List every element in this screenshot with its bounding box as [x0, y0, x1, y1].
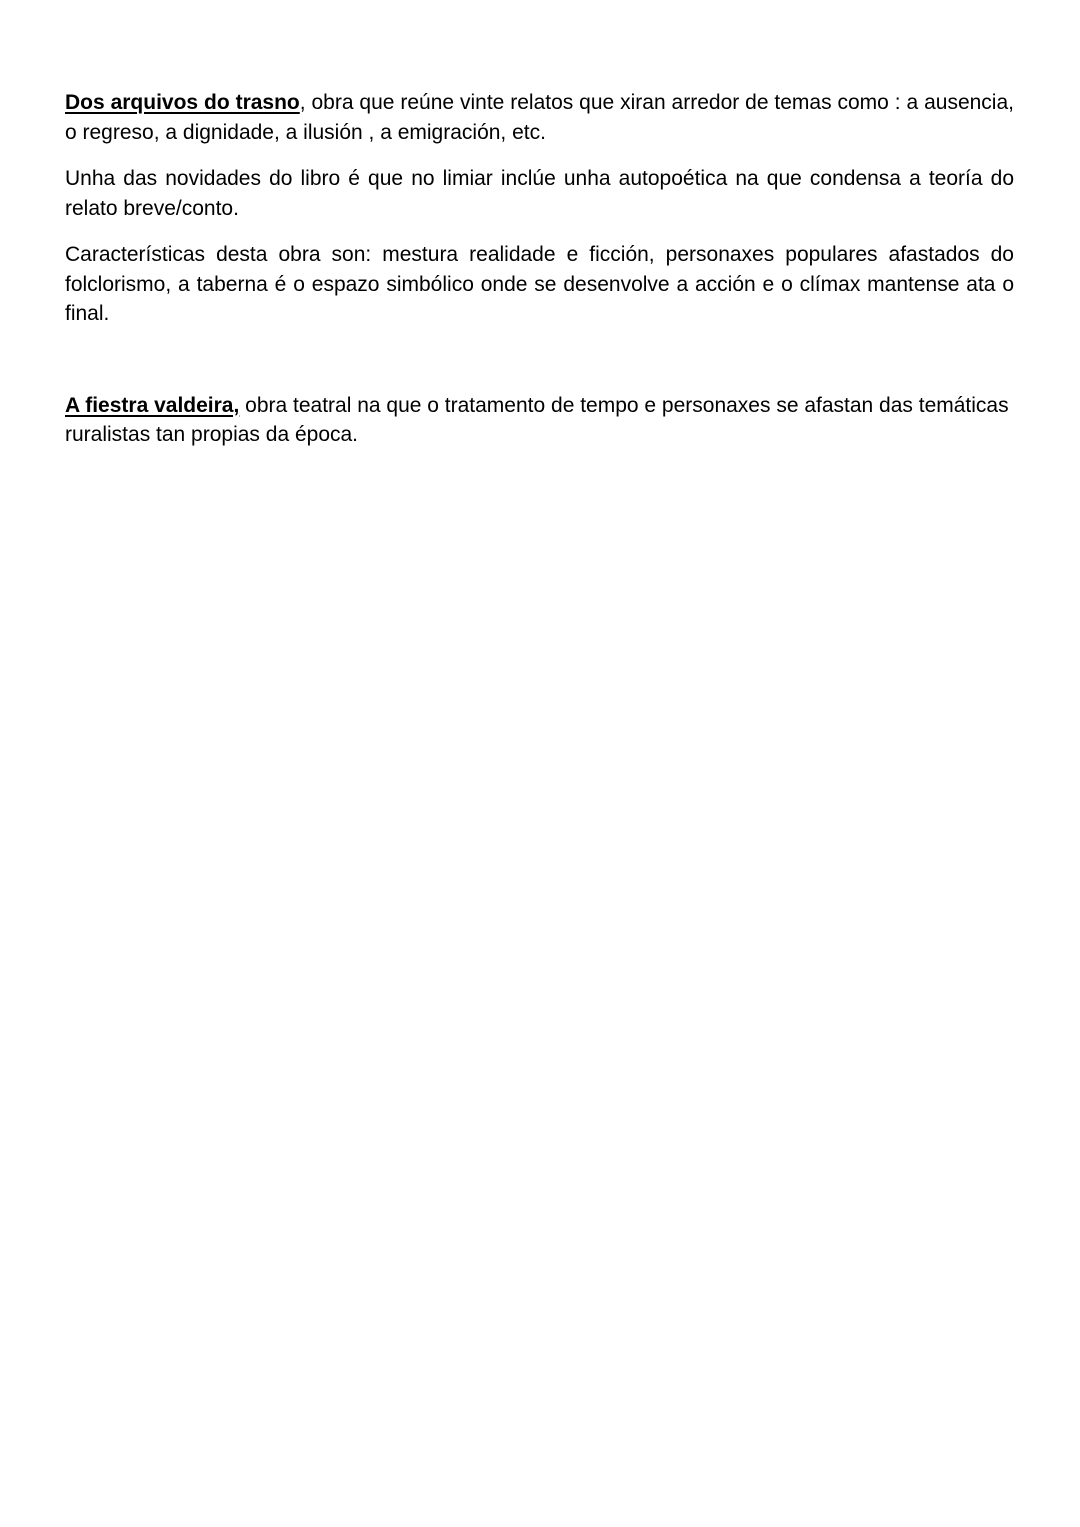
- paragraph-fiestra-valdeira: [65, 391, 1014, 450]
- paragraph-text: obra teatral na que o tratamento de tempo e personaxes se afastan das temáticas ruralistas tan propias da época.: [65, 393, 1009, 446]
- work-title-dos-arquivos: Dos arquivos do trasno: [65, 91, 300, 114]
- work-title-fiestra-valdeira: A fiestra valdeira,: [65, 393, 240, 417]
- document-body: [65, 88, 1014, 450]
- paragraph-novidades: Unha das novidades do libro é que no limiar inclúe unha autopoética na que condensa a teoría do relato breve/conto.: [65, 167, 1014, 220]
- paragraph-text: , obra que reúne vinte relatos que xiran arredor de temas como : a ausencia, o regreso, a dignidade, a ilusión , a emigración, etc.: [65, 91, 1014, 144]
- paragraph-dos-arquivos-intro: [65, 88, 1014, 147]
- paragraph-caracteristicas: Características desta obra son: mestura realidade e ficción, personaxes populares afastados do folclorismo, a taberna é o espazo simbólico onde se desenvolve a acción e o clímax mantense ata o final.: [65, 243, 1014, 325]
